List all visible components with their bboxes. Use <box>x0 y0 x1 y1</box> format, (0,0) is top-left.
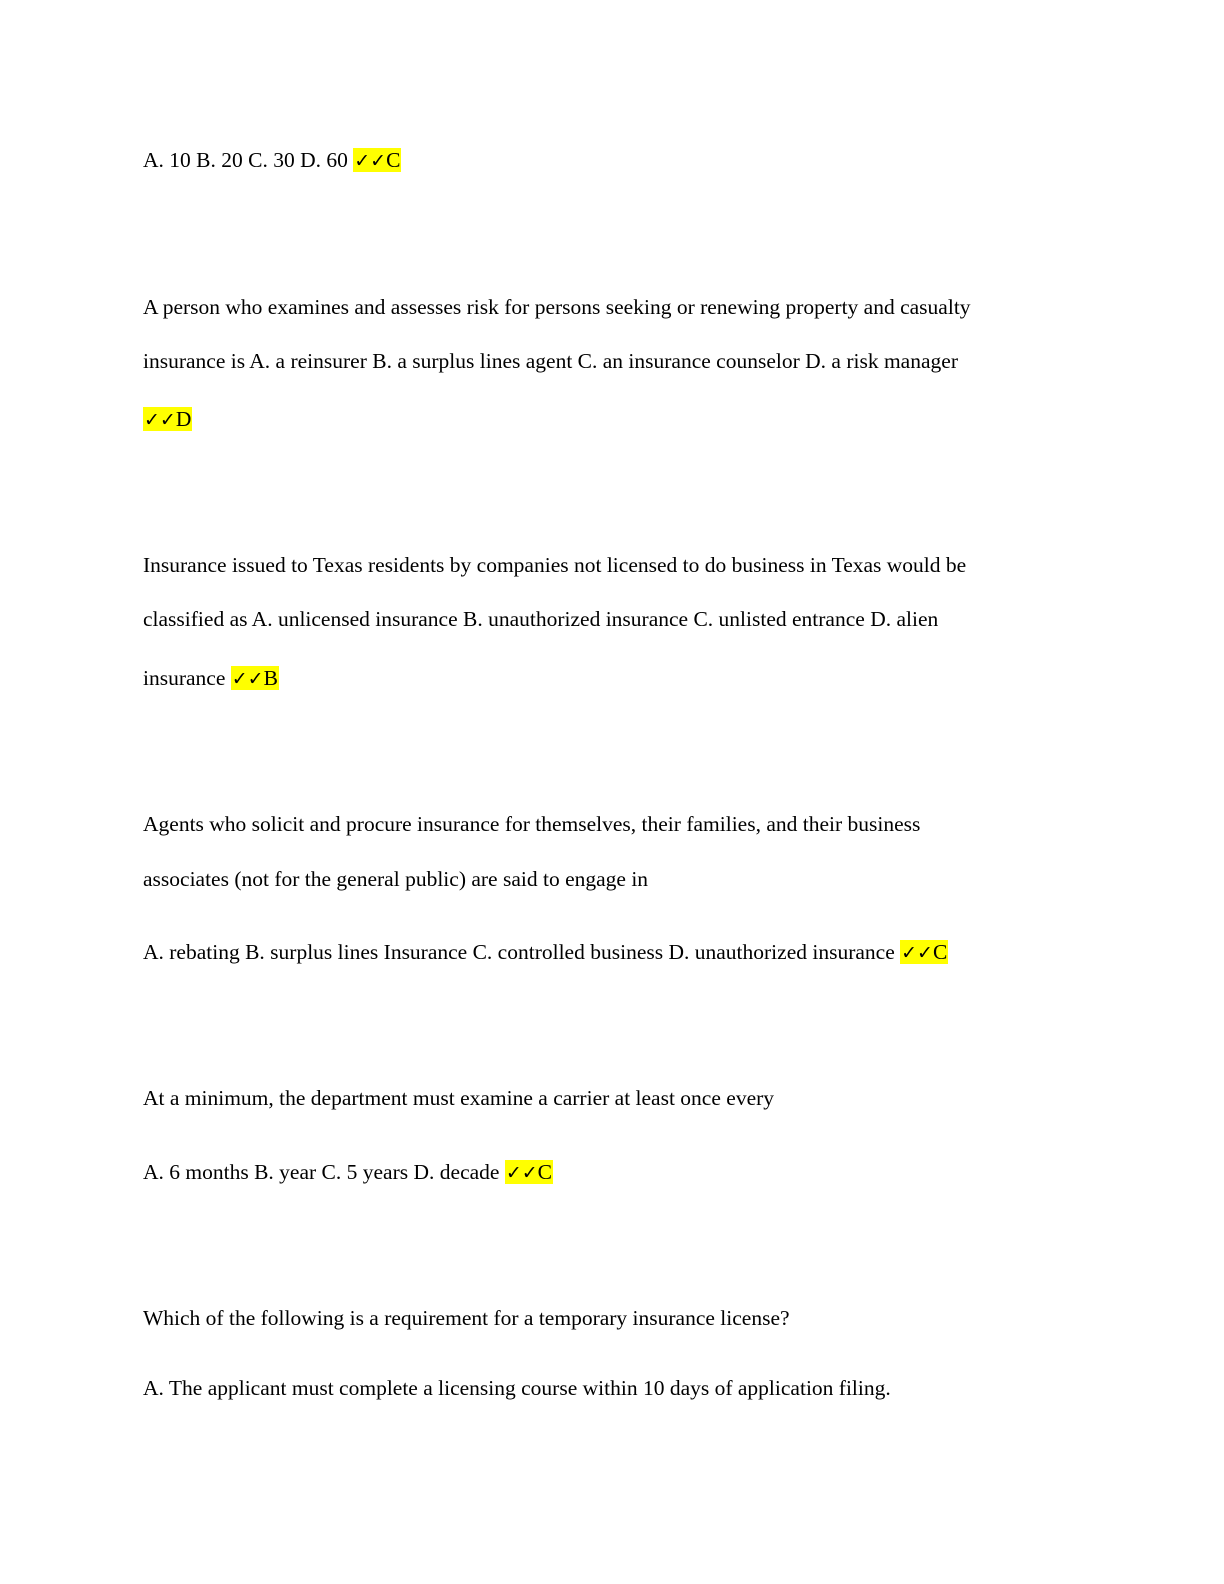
q2-answer-letter: D <box>175 407 192 431</box>
q3-answer-highlight <box>231 666 279 690</box>
q3-line-3 <box>143 664 279 693</box>
double-check-icon: ✓✓ <box>901 942 933 964</box>
double-check-icon: ✓✓ <box>505 1162 538 1184</box>
q3-line-1: Insurance issued to Texas residents by companies not licensed to do business in Texas would be <box>143 553 967 577</box>
q1-answer-letter: C <box>386 148 401 172</box>
q5-line-1: At a minimum, the department must examine a carrier at least once every <box>143 1086 775 1110</box>
double-check-icon: ✓✓ <box>354 150 387 172</box>
q2-answer-line <box>143 405 192 434</box>
q1-options-line <box>143 146 401 175</box>
q2-line-2: insurance is A. a reinsurer B. a surplus lines agent C. an insurance counselor D. a risk manager <box>143 349 958 373</box>
q4-answer-highlight <box>900 940 948 964</box>
q4-answer-letter: C <box>932 940 948 964</box>
q5-options-line <box>143 1158 553 1187</box>
q5-answer-highlight <box>505 1160 553 1184</box>
q2-answer-highlight <box>143 407 192 431</box>
q4-line-1: Agents who solicit and procure insurance for themselves, their families, and their business <box>143 812 921 836</box>
q5-answer-letter: C <box>537 1160 553 1184</box>
q4-line-3-text: A. rebating B. surplus lines Insurance C. controlled business D. unauthorized insurance <box>143 940 901 964</box>
q3-line-2: classified as A. unlicensed insurance B. unauthorized insurance C. unlisted entrance D. alien <box>143 607 939 631</box>
q5-line-2-text: A. 6 months B. year C. 5 years D. decade <box>143 1160 505 1184</box>
q6-line-2: A. The applicant must complete a licensing course within 10 days of application filing. <box>143 1376 891 1400</box>
q3-answer-letter: B <box>263 666 278 690</box>
double-check-icon: ✓✓ <box>231 668 264 690</box>
q4-line-2: associates (not for the general public) are said to engage in <box>143 867 649 891</box>
q1-answer-highlight <box>353 148 401 172</box>
double-check-icon: ✓✓ <box>144 409 176 431</box>
q3-line-3-text: insurance <box>143 666 231 690</box>
q4-options-line <box>143 938 948 967</box>
q6-line-1: Which of the following is a requirement for a temporary insurance license? <box>143 1306 790 1330</box>
q1-line-1-text: A. 10 B. 20 C. 30 D. 60 <box>143 148 354 172</box>
q2-line-1: A person who examines and assesses risk for persons seeking or renewing property and casualty <box>143 295 971 319</box>
